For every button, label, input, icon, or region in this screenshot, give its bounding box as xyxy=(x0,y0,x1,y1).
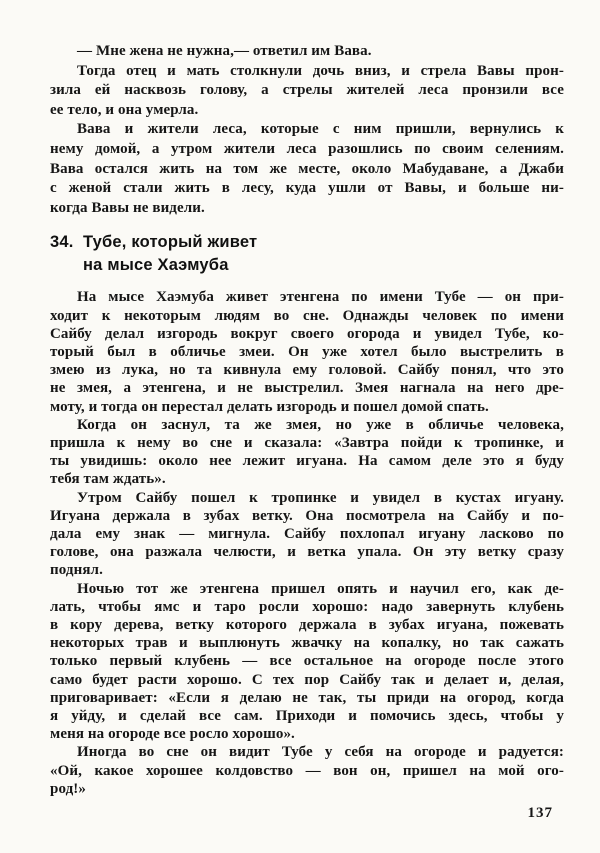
text-line: Вава и жители леса, которые с ним пришли, вернулись к xyxy=(77,121,564,138)
text-line: — Мне жена не нужна,— ответил им Вава. xyxy=(77,43,372,59)
text-line: Игуана держала в зубах ветку. Она посмотрела на Сайбу и по- xyxy=(50,507,564,524)
paragraph xyxy=(50,743,564,798)
paragraph xyxy=(50,288,564,415)
paragraph xyxy=(50,580,564,744)
text-line: тебя там ждать». xyxy=(50,471,166,488)
text-line: торый был в обличье змеи. Он уже хотел было выстрелить в xyxy=(50,343,564,360)
story-heading xyxy=(50,231,564,277)
paragraph xyxy=(50,62,564,121)
text-line: Тогда отец и мать столкнули дочь вниз, и стрела Вавы прон- xyxy=(77,62,564,79)
text-line: дала ему знак — мигнула. Сайбу похлопал игуану ласково по xyxy=(50,525,564,542)
text-line: ходит к некоторым людям во сне. Однажды человек по имени xyxy=(50,307,564,324)
text-line: только первый клубень — все остальное на огороде после этого xyxy=(50,653,564,670)
text-line: Когда он заснул, та же змея, но уже в обличье человека, xyxy=(77,416,564,433)
text-block xyxy=(50,42,564,822)
text-line: На мысе Хаэмуба живет этенгена по имени Тубе — он при- xyxy=(77,289,564,306)
text-line: я уйду, и сделай все сам. Приходи и помочись здесь, чтобы у xyxy=(50,708,564,725)
text-line: ты увидишь: около нее лежит игуана. На самом деле это я буду xyxy=(50,453,564,470)
paragraph xyxy=(50,42,564,62)
text-line: голове, она разжала челюсти, и ветка упала. Он эту ветку сразу xyxy=(50,544,564,561)
text-line: Сайбу делал изгородь вокруг своего огорода и увидел Тубе, ко- xyxy=(50,325,564,342)
paragraph xyxy=(50,120,564,218)
text-line: Иногда во сне он видит Тубе у себя на огороде и радуется: xyxy=(77,744,564,761)
text-line: меня на огороде все росло хорошо». xyxy=(50,726,295,743)
text-line: род!» xyxy=(50,780,86,797)
text-line: «Ой, какое хорошее колдовство — вон он, пришел на мой ого- xyxy=(50,762,564,779)
story-title-line: на мысе Хаэмуба xyxy=(83,256,229,275)
text-line: с женой стали жить в лесу, куда ушли от Вавы, и больше ни- xyxy=(50,180,564,197)
text-line: когда Вавы не видели. xyxy=(50,199,205,216)
text-line: некоторых трав и выплюнуть жвачку на копалку, но так сажать xyxy=(50,635,564,652)
page-number: 137 xyxy=(527,805,553,822)
text-line: пришла к нему во сне и сказала: «Завтра пойди к тропинке, и xyxy=(50,434,564,451)
text-line: приговаривает: «Если я делаю не так, ты приди на огород, когда xyxy=(50,689,564,706)
text-line: само будет расти хорошо. С тех пор Сайбу так и делает и, делая, xyxy=(50,671,564,688)
story-number: 34. xyxy=(50,233,74,252)
text-line: в кору дерева, ветку которого держала в зубах игуана, пожевать xyxy=(50,617,564,633)
text-line: не змея, а этенгена, и не выстрелил. Змея нагнала на него дре- xyxy=(50,380,564,397)
text-line: нему домой, а утром жители леса разошлись по своим селениям. xyxy=(50,140,564,157)
text-line: Утром Сайбу пошел к тропинке и увидел в кустах игуану. xyxy=(77,489,564,506)
text-line: Вава остался жить на том же месте, около Мабудаване, а Джаби xyxy=(50,160,564,177)
text-line: змею из лука, но та кивнула ему головой. Сайбу понял, что это xyxy=(50,362,564,379)
paragraph xyxy=(50,416,564,489)
text-line: поднял. xyxy=(50,562,103,579)
text-line: моту, и тогда он перестал делать изгородь и пошел домой спать. xyxy=(50,398,489,415)
text-line: Ночью тот же этенгена пришел опять и научил его, как де- xyxy=(77,580,564,597)
text-line: лать, чтобы ямс и таро росли хорошо: надо завернуть клубень xyxy=(50,598,564,615)
story-title-line: Тубе, который живет xyxy=(83,233,258,252)
text-line: ее тело, и она умерла. xyxy=(50,101,199,118)
paragraph xyxy=(50,489,564,580)
text-line: зила ей насквозь голову, а стрелы жителей леса пронзили все xyxy=(50,82,564,99)
